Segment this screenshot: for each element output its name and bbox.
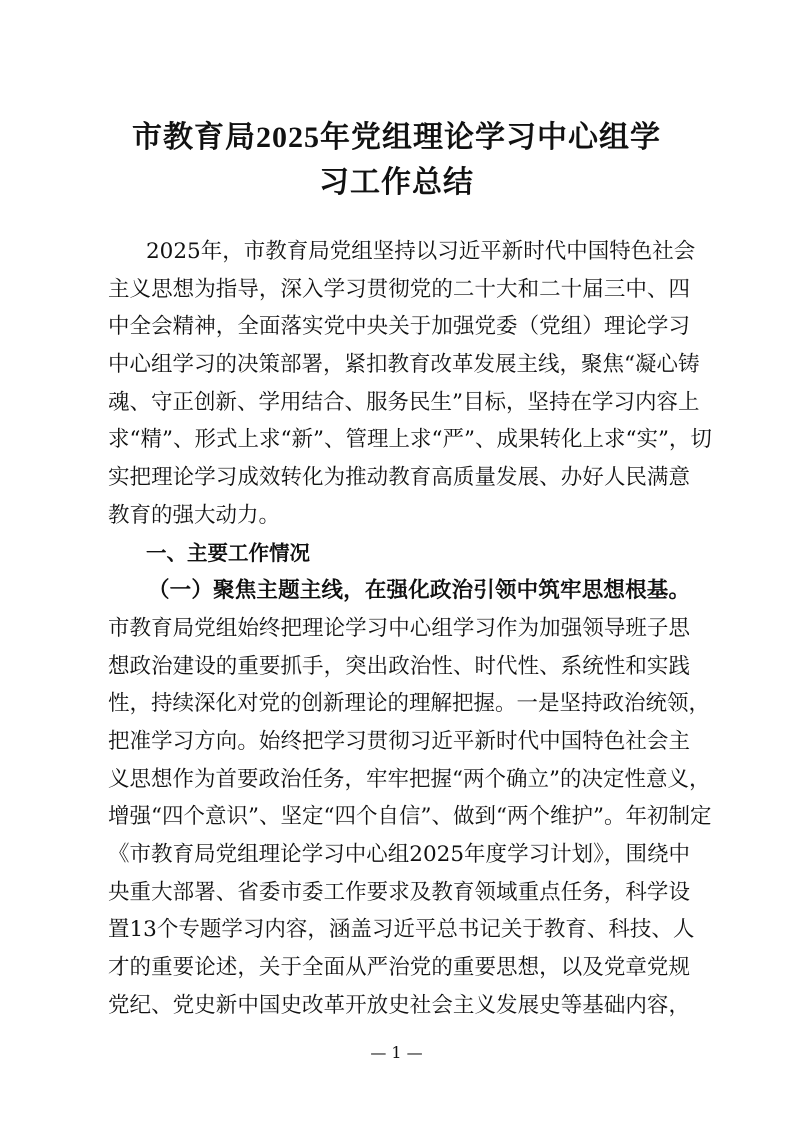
intro-line: 2025年，市教育局党组坚持以习近平新时代中国特色社会 xyxy=(146,239,696,264)
intro-line: 魂、守正创新、学用结合、服务民生”目标，坚持在学习内容上 xyxy=(108,389,700,415)
paragraph-line: 把准学习方向。始终把学习贯彻习近平新时代中国特色社会主 xyxy=(108,728,690,754)
paragraph-line: 央重大部署、省委市委工作要求及教育领域重点任务，科学设 xyxy=(108,879,690,905)
intro-line: 求“精”、形式上求“新”、管理上求“严”、成果转化上求“实”，切 xyxy=(108,427,712,453)
document-title-line-1: 市教育局2025年党组理论学习中心组学 xyxy=(132,121,661,154)
section-heading: 一、主要工作情况 xyxy=(146,540,310,565)
paragraph-line: 增强“四个意识”、坚定“四个自信”、做到“两个维护”。年初制定 xyxy=(108,804,712,830)
paragraph-line: 党纪、党史新中国史改革开放史社会主义发展史等基础内容， xyxy=(108,992,690,1018)
document-body xyxy=(108,233,712,1024)
intro-line: 实把理论学习成效转化为推动教育高质量发展、办好人民满意 xyxy=(108,465,690,491)
paragraph-line: 《市教育局党组理论学习中心组2025年度学习计划》，围绕中 xyxy=(108,842,690,867)
intro-line: 主义思想为指导，深入学习贯彻党的二十大和二十届三中、四 xyxy=(108,276,690,302)
intro-line: 中心组学习的决策部署，紧扣教育改革发展主线，聚焦“凝心铸 xyxy=(108,352,700,378)
paragraph-line: 市教育局党组始终把理论学习中心组学习作为加强领导班子思 xyxy=(108,615,690,641)
paragraph-line: 想政治建设的重要抓手，突出政治性、时代性、系统性和实践 xyxy=(108,653,690,679)
subsection-heading: （一）聚焦主题主线，在强化政治引领中筑牢思想根基。 xyxy=(148,578,690,604)
paragraph-line: 义思想作为首要政治任务，牢牢把握“两个确立”的决定性意义， xyxy=(108,766,711,792)
intro-line: 教育的强大动力。 xyxy=(108,502,281,528)
paragraph-line: 置13个专题学习内容，涵盖习近平总书记关于教育、科技、人 xyxy=(108,917,695,943)
paragraph-line: 才的重要论述，关于全面从严治党的重要思想，以及党章党规 xyxy=(108,955,690,981)
document-title-line-2: 习工作总结 xyxy=(319,166,474,199)
intro-line: 中全会精神，全面落实党中央关于加强党委（党组）理论学习 xyxy=(108,314,690,340)
paragraph-line: 性，持续深化对党的创新理论的理解把握。一是坚持政治统领， xyxy=(108,691,711,717)
page-number: — 1 — xyxy=(370,1043,423,1062)
